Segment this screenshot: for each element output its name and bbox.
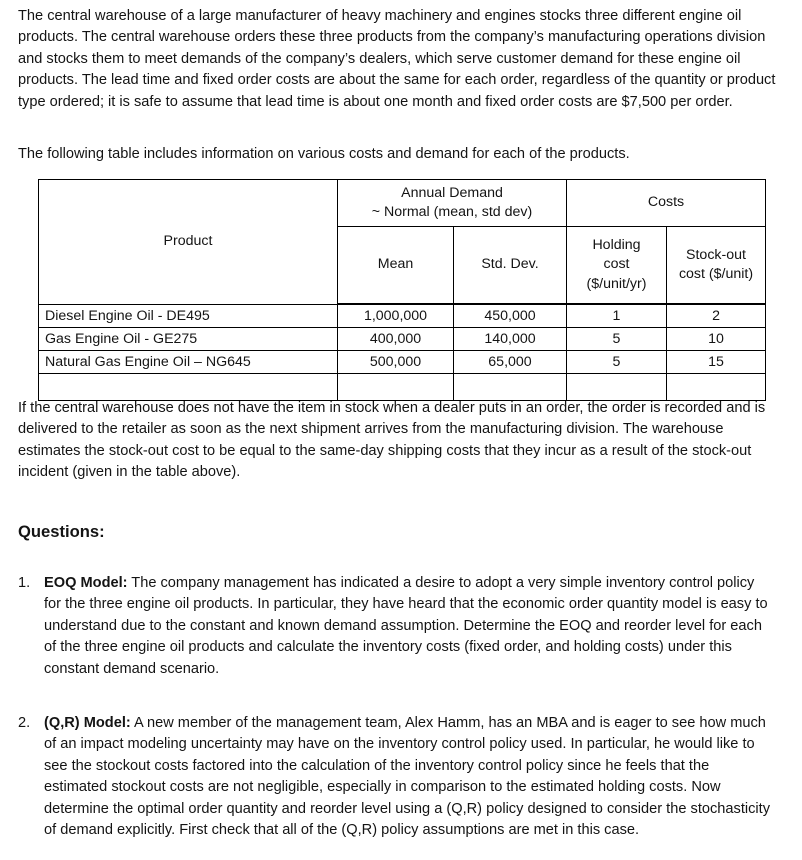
header-label-costs: Costs <box>647 194 685 211</box>
header-label-mean: Mean <box>377 256 414 273</box>
header-label-holding-2: cost <box>603 256 630 273</box>
cell-product-name: Natural Gas Engine Oil – NG645 <box>39 351 338 374</box>
question-lead-label: (Q,R) Model: <box>44 715 131 731</box>
cell-holding-cost: 5 <box>567 328 667 351</box>
table-row <box>39 304 766 328</box>
cell-stockout-cost: 2 <box>667 304 766 328</box>
cell-std-dev: 65,000 <box>454 351 567 374</box>
header-label-holding-3: ($/unit/yr) <box>586 275 647 292</box>
questions-heading: Questions: <box>18 522 105 541</box>
question-body <box>44 713 770 841</box>
table-row <box>39 351 766 374</box>
header-cell-std-dev <box>454 227 567 305</box>
header-cell-mean <box>338 227 454 305</box>
cell-product-name <box>39 374 338 401</box>
cell-mean <box>338 374 454 401</box>
cell-product-name: Gas Engine Oil - GE275 <box>39 328 338 351</box>
intro-paragraph: The central warehouse of a large manufacturer of heavy machinery and engines stocks three different engine oil products. The central warehouse orders these three products from the company’s manufacturing operations division and stocks them to meet demands of the company’s dealers, which serve customer demand for these engine oil products. The lead time and fixed order costs are about the same for each order, regardless of the quantity or product type ordered; it is safe to assume that lead time is about one month and fixed order costs are $7,500 per order. <box>18 8 776 110</box>
cell-stockout-cost: 10 <box>667 328 766 351</box>
cell-holding-cost: 1 <box>567 304 667 328</box>
header-label-annual-demand: Annual Demand <box>401 184 503 201</box>
cell-stockout-cost: 15 <box>667 351 766 374</box>
cell-std-dev: 140,000 <box>454 328 567 351</box>
header-label-std-dev: Std. Dev. <box>481 256 539 273</box>
question-marker: 1. <box>18 575 31 591</box>
cell-std-dev <box>454 374 567 401</box>
question-item-2 <box>18 713 770 841</box>
header-label-stockout-2: cost ($/unit) <box>678 266 754 282</box>
header-cell-stockout-cost <box>667 227 766 305</box>
header-label-holding-1: Holding <box>592 236 641 253</box>
header-cell-holding-cost <box>567 227 667 305</box>
product-cost-table <box>38 179 766 401</box>
table-row <box>39 328 766 351</box>
header-cell-product <box>39 180 338 305</box>
header-label-annual-demand-dist: ~ Normal (mean, std dev) <box>371 204 533 220</box>
cell-product-name: Diesel Engine Oil - DE495 <box>39 304 338 328</box>
product-cost-table-container <box>38 179 765 401</box>
cell-std-dev: 450,000 <box>454 304 567 328</box>
cell-holding-cost: 5 <box>567 351 667 374</box>
table-header-group-row <box>39 180 766 227</box>
question-text: The company management has indicated a desire to adopt a very simple inventory control policy for the three engine oil products. In particular, they have heard that the economic order quantity model is easy to understand due to the constant and known demand assumption. Determine the EOQ and reorder level for each of the three engine oil products and calculate the inventory costs (fixed order, and holding costs) under this constant demand scenario. <box>44 575 768 677</box>
header-label-product: Product <box>163 233 213 249</box>
cell-stockout-cost <box>667 374 766 401</box>
table-row-empty <box>39 374 766 401</box>
cell-holding-cost <box>567 374 667 401</box>
question-text: A new member of the management team, Alex Hamm, has an MBA and is eager to see how much of an impact modeling uncertainty may have on the inventory control policy used. In particular, he would like to see the stockout costs factored into the calculation of the inventory control policy since he feels that the estimated stockout costs are not negligible, especially in comparison to the estimated holding costs. Now determine the optimal order quantity and reorder level using a (Q,R) policy designed to consider the stochasticity of demand explicitly. First check that all of the (Q,R) policy assumptions are met in this case. <box>44 715 771 839</box>
question-body <box>44 573 770 680</box>
cell-mean: 500,000 <box>338 351 454 374</box>
question-marker: 2. <box>18 715 31 731</box>
header-label-stockout-1: Stock-out <box>686 246 746 263</box>
stockout-paragraph: If the central warehouse does not have the item in stock when a dealer puts in an order, the order is recorded and is delivered to the retailer as soon as the next shipment arrives from the manufacturing division. The warehouse estimates the stock-out cost to be equal to the same-day shipping costs that they incur as a result of the stock-out incident (given in the table above). <box>18 400 766 481</box>
header-cell-costs <box>567 180 766 227</box>
header-cell-annual-demand <box>338 180 567 227</box>
cell-mean: 1,000,000 <box>338 304 454 328</box>
cell-mean: 400,000 <box>338 328 454 351</box>
question-lead-label: EOQ Model: <box>44 575 128 591</box>
question-item-1 <box>18 573 770 680</box>
table-intro-paragraph: The following table includes information on various costs and demand for each of the products. <box>18 146 630 162</box>
